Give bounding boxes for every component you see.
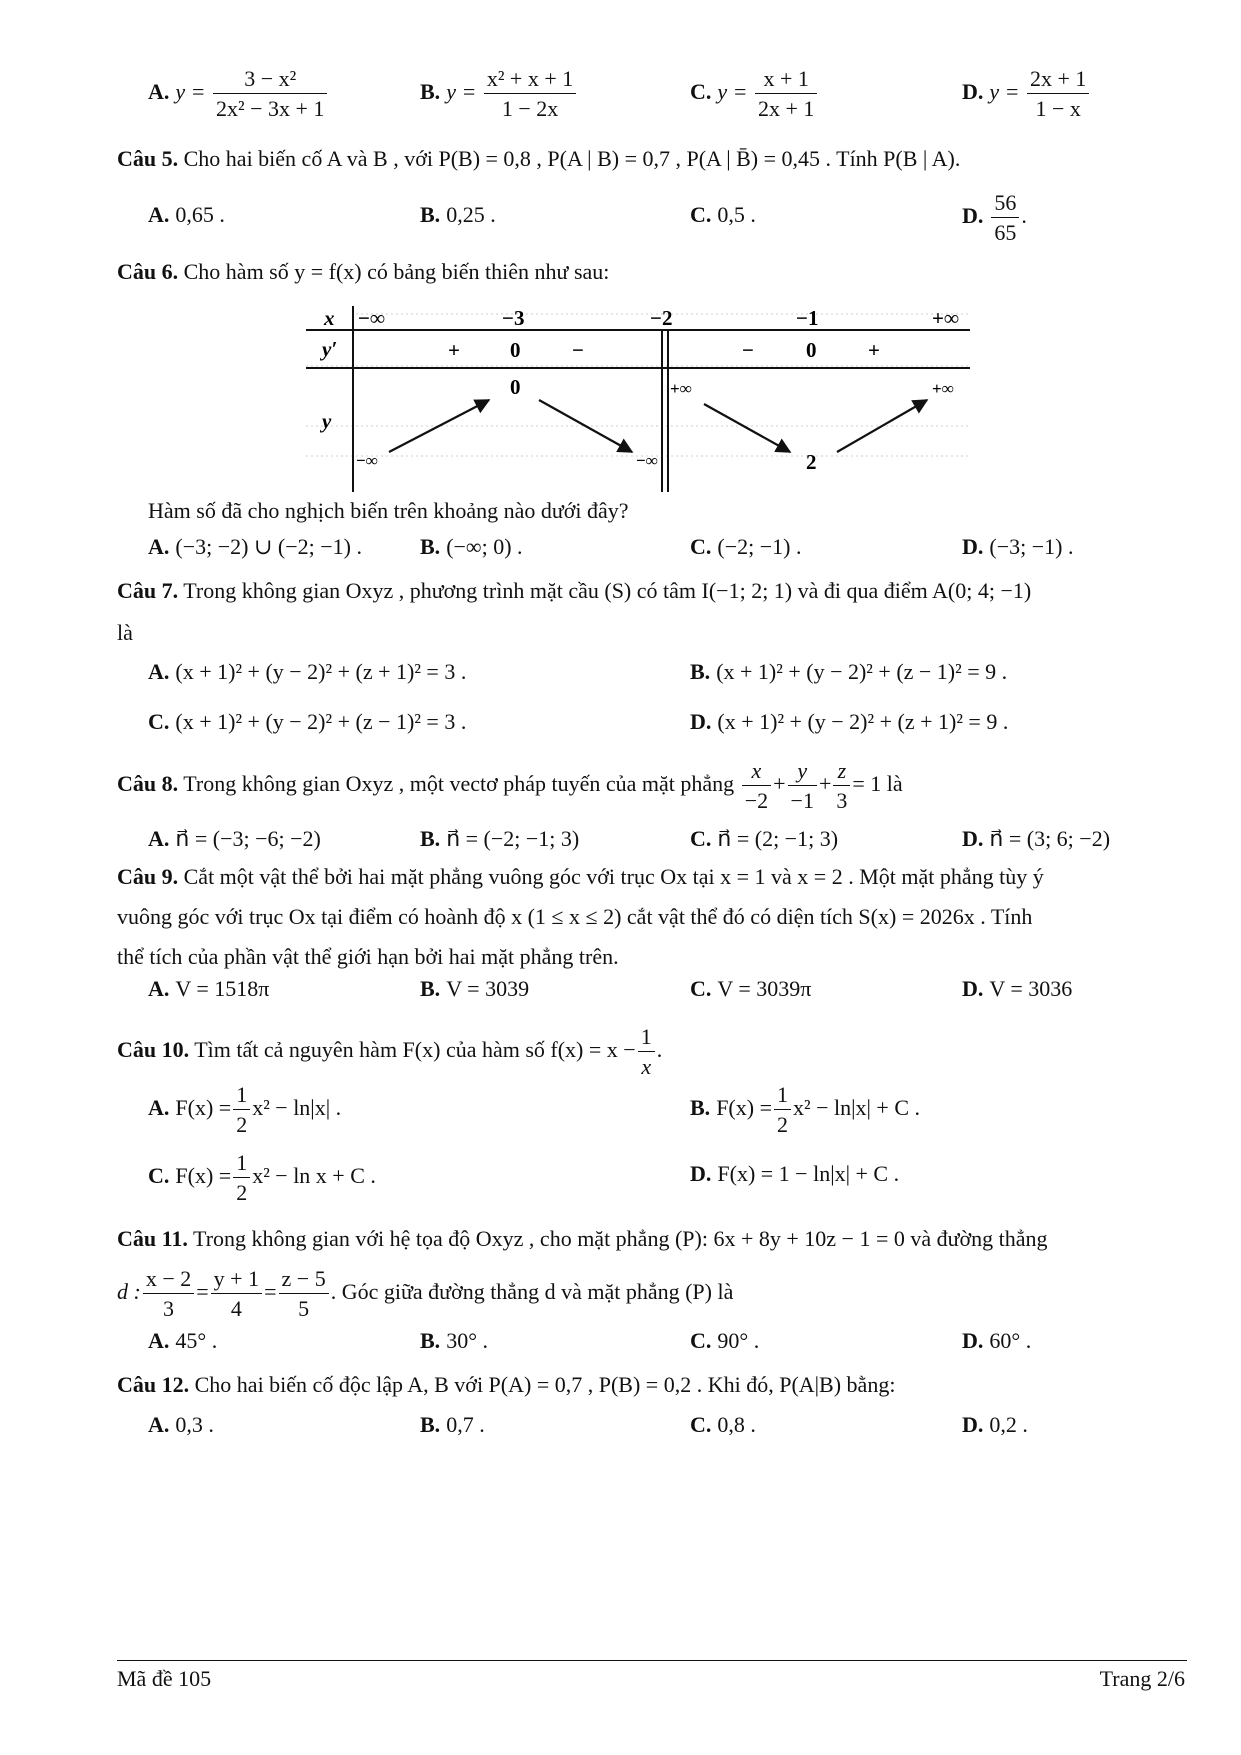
arrow-decreasing-2 [704, 404, 790, 452]
x-value-neg1: −1 [796, 306, 819, 330]
q11-frac-2: $\frac{y + 1}{4}$ [211, 1266, 262, 1322]
q9-option-d: D. V = 3036 [962, 976, 1073, 1001]
x-value-neg3: −3 [502, 306, 525, 330]
q11-stem-line1: Câu 11. Trong không gian với hệ tọa độ Oxyz , cho mặt phẳng (P): 6x + 8y + 10z − 1 = 0 và đường thẳng [117, 1226, 1048, 1251]
q9-stem-line1: Câu 9. Cắt một vật thể bởi hai mặt phẳng vuông góc với trục Ox tại x = 1 và x = 2 . Một mặt phẳng tùy ý [117, 864, 1044, 889]
q7-option-a: A. (x + 1)² + (y − 2)² + (z + 1)² = 3 . [148, 659, 467, 684]
q11-option-d: D. 60° . [962, 1328, 1032, 1353]
q8-stem: Câu 8. Trong không gian Oxyz , một vectơ pháp tuyến của mặt phẳng $\frac{x}{-2}$ + $\frac{y}{-1}$ + $\frac{z}{3}$ = 1 là [117, 758, 903, 814]
q12-option-a: A. 0,3 . [148, 1412, 214, 1437]
q10-option-c-frac: $\frac{1}{2}$ [233, 1150, 250, 1206]
x-value-neg-inf: −∞ [358, 306, 385, 330]
q10-option-a-frac: $\frac{1}{2}$ [233, 1082, 250, 1138]
q7-option-d: D. (x + 1)² + (y − 2)² + (z + 1)² = 9 . [690, 709, 1009, 734]
yprime-zero-1: 0 [510, 338, 521, 362]
q11-frac-1: $\frac{x - 2}{3}$ [143, 1266, 194, 1322]
q10-option-c: C. F(x) = $\frac{1}{2}$ x² − ln x + C . [148, 1150, 376, 1206]
q8-frac-x: $\frac{x}{-2}$ [742, 758, 771, 814]
q4-option-d-fraction: $\frac{2x + 1}{1 - x}$ [1027, 66, 1089, 122]
q10-option-b: B. F(x) = $\frac{1}{2}$ x² − ln|x| + C . [690, 1082, 920, 1138]
q8-option-c: C. n⃗ = (2; −1; 3) [690, 826, 839, 851]
variation-table [306, 306, 970, 492]
row-label-x: x [324, 306, 335, 330]
footer-page-number: Trang 2/6 [1099, 1666, 1185, 1691]
q7-option-c: C. (x + 1)² + (y − 2)² + (z − 1)² = 3 . [148, 709, 467, 734]
q8-option-b: B. n⃗ = (−2; −1; 3) [420, 826, 580, 851]
q11-option-a: A. 45° . [148, 1328, 218, 1353]
q10-stem: Câu 10. Tìm tất cả nguyên hàm F(x) của hàm số f(x) = x − $\frac{1}{x}$ . [117, 1024, 663, 1080]
q6-option-d: D. (−3; −1) . [962, 534, 1074, 559]
y-value-4: +∞ [670, 379, 692, 398]
q11-frac-3: $\frac{z - 5}{5}$ [279, 1266, 329, 1322]
q12-option-d: D. 0,2 . [962, 1412, 1028, 1437]
y-value-5: 2 [806, 450, 817, 474]
q12-stem: Câu 12. Cho hai biến cố độc lập A, B với P(A) = 0,7 , P(B) = 0,2 . Khi đó, P(A|B) bằng: [117, 1372, 896, 1397]
x-value-pos-inf: +∞ [932, 306, 959, 330]
q7-stem-line2: là [117, 620, 133, 645]
y-value-3: −∞ [636, 451, 658, 470]
q7-stem: Câu 7. Trong không gian Oxyz , phương trình mặt cầu (S) có tâm I(−1; 2; 1) và đi qua điểm A(0; 4; −1) [117, 578, 1032, 603]
q8-option-a: A. n⃗ = (−3; −6; −2) [148, 826, 321, 851]
arrow-increasing-2 [837, 400, 927, 452]
q4-option-a-fraction: $\frac{\text{3 − x²}}{\text{2x² − 3x + 1}}$ [213, 66, 327, 122]
q10-option-a: A. F(x) = $\frac{1}{2}$ x² − ln|x| . [148, 1082, 342, 1138]
row-label-yprime: y′ [322, 337, 338, 361]
yprime-zero-2: 0 [806, 338, 817, 362]
q5-option-d: D. $\frac{56}{65}$ . [962, 190, 1027, 246]
q8-frac-y: $\frac{y}{-1}$ [788, 758, 817, 814]
arrow-increasing-1 [389, 400, 489, 452]
row-label-y: y [322, 409, 332, 433]
q6-option-a: A. (−3; −2) ∪ (−2; −1) . [148, 534, 362, 559]
q11-option-c: C. 90° . [690, 1328, 760, 1353]
q11-option-b: B. 30° . [420, 1328, 488, 1353]
yprime-sign-2: − [572, 338, 584, 362]
yprime-sign-3: − [742, 338, 754, 362]
y-value-2: 0 [510, 375, 521, 399]
q12-option-b: B. 0,7 . [420, 1412, 485, 1437]
q4-option-b: B. y = $\frac{\text{x² + x + 1}}{1 - 2x}$ [420, 66, 578, 122]
x-value-neg2: −2 [650, 306, 673, 330]
footer-exam-code: Mã đề 105 [117, 1666, 212, 1691]
q5-stem: Câu 5. Cho hai biến cố A và B , với P(B) = 0,8 , P(A | B) = 0,7 , P(A | B̄) = 0,45 . Tính P(B | A). [117, 146, 961, 171]
q4-option-c: C. y = $\frac{x + 1}{2x + 1}$ [690, 66, 819, 122]
y-value-6: +∞ [932, 379, 954, 398]
q9-stem-line2: vuông góc với trục Ox tại điểm có hoành độ x (1 ≤ x ≤ 2) cắt vật thể đó có diện tích S(x) = 2026x . Tính [117, 904, 1033, 929]
q4-option-d: D. y = $\frac{2x + 1}{1 - x}$ [962, 66, 1091, 122]
q6-stem: Câu 6. Cho hàm số y = f(x) có bảng biến thiên như sau: [117, 259, 610, 284]
yprime-sign-1: + [448, 338, 460, 362]
yprime-sign-4: + [868, 338, 880, 362]
footer-divider [117, 1660, 1187, 1661]
q9-option-b: B. V = 3039 [420, 976, 530, 1001]
q5-option-d-fraction: $\frac{56}{65}$ [991, 190, 1019, 246]
q10-option-d: D. F(x) = 1 − ln|x| + C . [690, 1161, 900, 1186]
q4-option-b-fraction: $\frac{\text{x² + x + 1}}{1 - 2x}$ [484, 66, 576, 122]
q9-stem-line3: thể tích của phần vật thể giới hạn bởi hai mặt phẳng trên. [117, 944, 619, 969]
q7-option-b: B. (x + 1)² + (y − 2)² + (z − 1)² = 9 . [690, 659, 1008, 684]
q6-option-c: C. (−2; −1) . [690, 534, 802, 559]
q4-option-c-fraction: $\frac{x + 1}{2x + 1}$ [755, 66, 817, 122]
q8-frac-z: $\frac{z}{3}$ [833, 758, 850, 814]
q11-stem-line2: d : $\frac{x - 2}{3}$ = $\frac{y + 1}{4}$ = $\frac{z - 5}{5}$ . Góc giữa đường thẳng d và mặt phẳng (P) là [117, 1266, 734, 1322]
q8-option-d: D. n⃗ = (3; 6; −2) [962, 826, 1111, 851]
q5-option-b: B. 0,25 . [420, 202, 496, 227]
q6-option-b: B. (−∞; 0) . [420, 534, 523, 559]
y-value-1: −∞ [356, 451, 378, 470]
q12-option-c: C. 0,8 . [690, 1412, 756, 1437]
q9-option-c: C. V = 3039π [690, 976, 812, 1001]
q5-option-a: A. 0,65 . [148, 202, 225, 227]
q10-frac: $\frac{1}{x}$ [638, 1024, 655, 1080]
q9-option-a: A. V = 1518π [148, 976, 270, 1001]
q4-option-a: A. y = $\frac{\text{3 − x²}}{\text{2x² − 3x + 1}}$ [148, 66, 329, 122]
q5-option-c: C. 0,5 . [690, 202, 756, 227]
q10-option-b-frac: $\frac{1}{2}$ [774, 1082, 791, 1138]
q6-question: Hàm số đã cho nghịch biến trên khoảng nào dưới đây? [148, 498, 629, 523]
